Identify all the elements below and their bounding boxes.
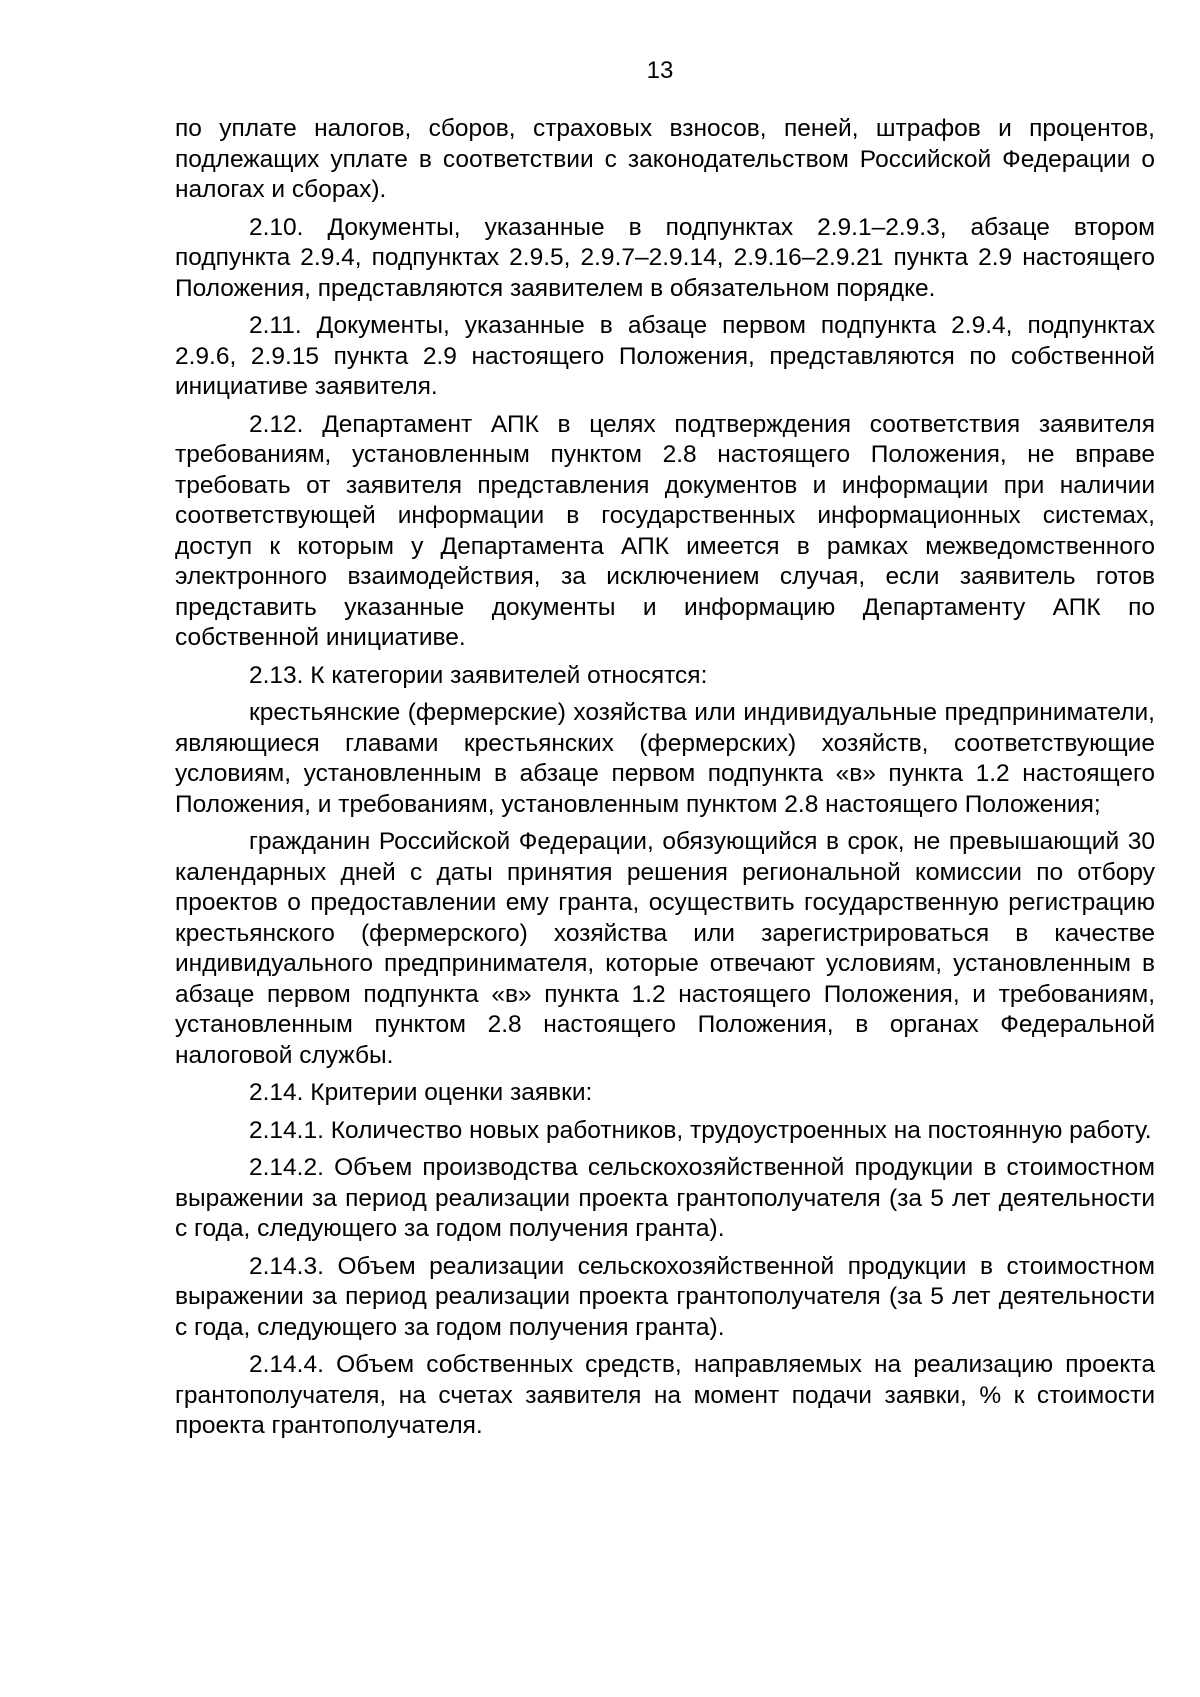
paragraph-2-11: 2.11. Документы, указанные в абзаце первом подпункта 2.9.4, подпунктах 2.9.6, 2.9.15 пункта 2.9 настоящего Положения, представляются по собственной инициативе заявителя.: [175, 312, 1155, 400]
document-body: [175, 114, 1155, 1449]
paragraph-2-10: 2.10. Документы, указанные в подпунктах 2.9.1–2.9.3, абзаце втором подпункта 2.9.4, подпунктах 2.9.5, 2.9.7–2.9.14, 2.9.16–2.9.21 пункта 2.9 настоящего Положения, представляются заявителем в обязательном порядке.: [175, 213, 1155, 302]
paragraph-2-14-1: 2.14.1. Количество новых работников, трудоустроенных на постоянную работу.: [249, 1116, 1152, 1144]
paragraph-continuation: по уплате налогов, сборов, страховых взносов, пеней, штрафов и процентов, подлежащих уплате в соответствии с законодательством Российской Федерации о налогах и сборах).: [175, 115, 1155, 203]
paragraph-2-13: 2.13. К категории заявителей относятся:: [249, 661, 708, 689]
paragraph-applicant-citizen: гражданин Российской Федерации, обязующийся в срок, не превышающий 30 календарных дней с даты принятия решения региональной комиссии по отбору проектов о предоставлении ему гранта, осуществить государственную регистрацию крестьянского (фермерского) хозяйства или зарегистрироваться в качестве индивидуального предпринимателя, которые отвечают условиям, установленным в абзаце первом подпункта «в» пункта 1.2 настоящего Положения, и требованиям, установленным пунктом 2.8 настоящего Положения, в органах Федеральной налоговой службы.: [175, 828, 1155, 1069]
paragraph-2-14-2: 2.14.2. Объем производства сельскохозяйственной продукции в стоимостном выражении за период реализации проекта грантополучателя (за 5 лет деятельности с года, следующего за годом получения гранта).: [175, 1154, 1155, 1242]
page-number: 13: [646, 57, 674, 84]
paragraph-2-14-3: 2.14.3. Объем реализации сельскохозяйственной продукции в стоимостном выражении за период реализации проекта грантополучателя (за 5 лет деятельности с года, следующего за годом получения гранта).: [175, 1252, 1155, 1341]
paragraph-2-14-4: 2.14.4. Объем собственных средств, направляемых на реализацию проекта грантополучателя, на счетах заявителя на момент подачи заявки, % к стоимости проекта грантополучателя.: [175, 1351, 1155, 1439]
paragraph-2-12: 2.12. Департамент АПК в целях подтверждения соответствия заявителя требованиям, установленным пунктом 2.8 настоящего Положения, не вправе требовать от заявителя представления документов и информации при наличии соответствующей информации в государственных информационных системах, доступ к которым у Департамента АПК имеется в рамках межведомственного электронного взаимодействия, за исключением случая, если заявитель готов представить указанные документы и информацию Департаменту АПК по собственной инициативе.: [175, 410, 1155, 651]
paragraph-2-14: 2.14. Критерии оценки заявки:: [249, 1079, 593, 1106]
paragraph-applicant-farms: крестьянские (фермерские) хозяйства или индивидуальные предприниматели, являющиеся главами крестьянских (фермерских) хозяйств, соответствующие условиям, установленным в абзаце первом подпункта «в» пункта 1.2 настоящего Положения, и требованиям, установленным пунктом 2.8 настоящего Положения;: [175, 699, 1155, 818]
